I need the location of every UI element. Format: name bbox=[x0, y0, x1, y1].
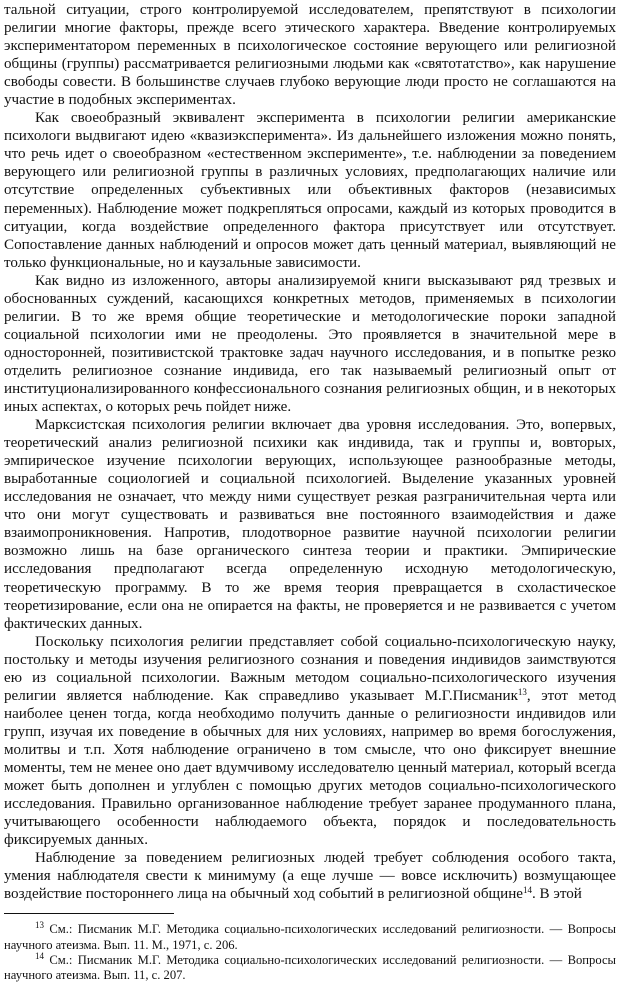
footnote-13: $^{13}$ См.: Писманик М.Г. Методика социально-психологических исследований религиозности. — Вопросы научного атеизма. Вып. 11. М., 1971, с. 206. bbox=[4, 920, 616, 952]
paragraph-3: Как видно из изложенного, авторы анализируемой книги высказывают ряд трезвых и обоснованных суждений, касающихся конкретных методов, применяемых в психологии религии. В то же время общие теоретические и методологические пороки западной социальной психологии ими не преодолены. Это проявляется в значительной мере в односторонней, позитивистской трактовке задач научного исследования, и в попытке резко отделить религиозное сознание индивида, его так называемый религиозный опыт от институционализированного конфессионального сознания религиозных общин, и в некоторых иных аспектах, о которых речь пойдет ниже. bbox=[4, 272, 616, 416]
paragraph-2: Как своеобразный эквивалент эксперимента в психологии религии американские психологи выдвигают идею «квазиэксперимента». Из дальнейшего изложения можно понять, что речь идет о своеобразном «естественном эксперименте», т.е. наблюдении за поведением верующего или религиозной группы в различных условиях, предполагающих наличие или отсутствие определенных субъективных или объективных факторов (независимых переменных). Наблюдение может подкрепляться опросами, каждый из которых проводится в ситуации, когда воздействие определенного фактора присутствует или отсутствует. Сопоставление данных наблюдений и опросов может дать ценный материал, выявляющий не только функциональные, но и каузальные зависимости. bbox=[4, 110, 616, 271]
footnote-ref-13[interactable]: 13 bbox=[517, 686, 527, 697]
document-page bbox=[4, 1, 616, 983]
footnote-number: 13 bbox=[35, 920, 44, 931]
paragraph-1: тальной ситуации, строго контролируемой исследователем, препятствуют в психологии религии многие факторы, прежде всего этического характера. Введение контролируемых экспериментатором переменных в психологическое состояние верующего или религиозной общины (группы) рассматривается религиозными людьми как «святотатство», как нарушение свободы совести. В большинстве случаев глубоко верующие люди просто не соглашаются на участие в подобных экспериментах. bbox=[4, 2, 616, 109]
footnote-divider bbox=[4, 913, 174, 914]
footnote-number: 14 bbox=[35, 950, 44, 961]
footnote-ref-14[interactable]: 14 bbox=[523, 885, 532, 896]
paragraph-6: Наблюдение за поведением религиозных людей требует соблюдения особого такта, умения наблюдателя свести к минимуму (а еще лучше — вовсе исключить) возмущающее воздействие постороннего лица на обычный ход событий в религиозной общине$^{14}$. В этой bbox=[4, 850, 616, 903]
footnote-14: $^{14}$ См.: Писманик М.Г. Методика социально-психологических исследований религиозности. — Вопросы научного атеизма. Вып. 11, с. 207. bbox=[4, 950, 616, 982]
paragraph-4: Марксистская психология религии включает два уровня исследования. Это, вопервых, теоретический анализ религиозной психики как индивида, так и группы и, вовторых, эмпирическое изучение психологии верующих, использующее разнообразные методы, выработанные социологией и социальной психологией. Выделение указанных уровней исследования не означает, что между ними существует резкая разграничительная черта или что они могут существовать и развиваться вне постоянного взаимодействия и даже взаимопроникновения. Напротив, плодотворное развитие научной психологии религии возможно лишь на базе органического синтеза теории и практики. Эмпирические исследования предполагают всегда определенную исходную методологическую, теоретическую программу. В то же время теория превращается в схоластическое теоретизирование, если она не опирается на факты, не проверяется и не развивается с учетом фактических данных. bbox=[4, 417, 616, 632]
paragraph-5: Поскольку психология религии представляет собой социально-психологическую науку, постольку и методы изучения религиозного сознания и поведения индивидов заимствуются ею из социальной психологии. Важным методом социально-психологического изучения религии является наблюдение. Как справедливо указывает М.Г.Писманик$^{13}$, этот метод наиболее ценен тогда, когда необходимо получить данные о религиозности индивидов или групп, изучая их поведение в обычных для них условиях, например во время богослужения, молитвы и т.п. Хотя наблюдение ограничено в том смысле, что оно фиксирует внешние моменты, тем не менее оно дает вдумчивому исследователю ценный материал, который всегда может быть дополнен и углублен с помощью других методов социально-психологического исследования. Правильно организованное наблюдение требует заранее продуманного плана, учитывающего особенности наблюдаемого объекта, порядок и последовательность фиксируемых данных. bbox=[4, 633, 616, 849]
